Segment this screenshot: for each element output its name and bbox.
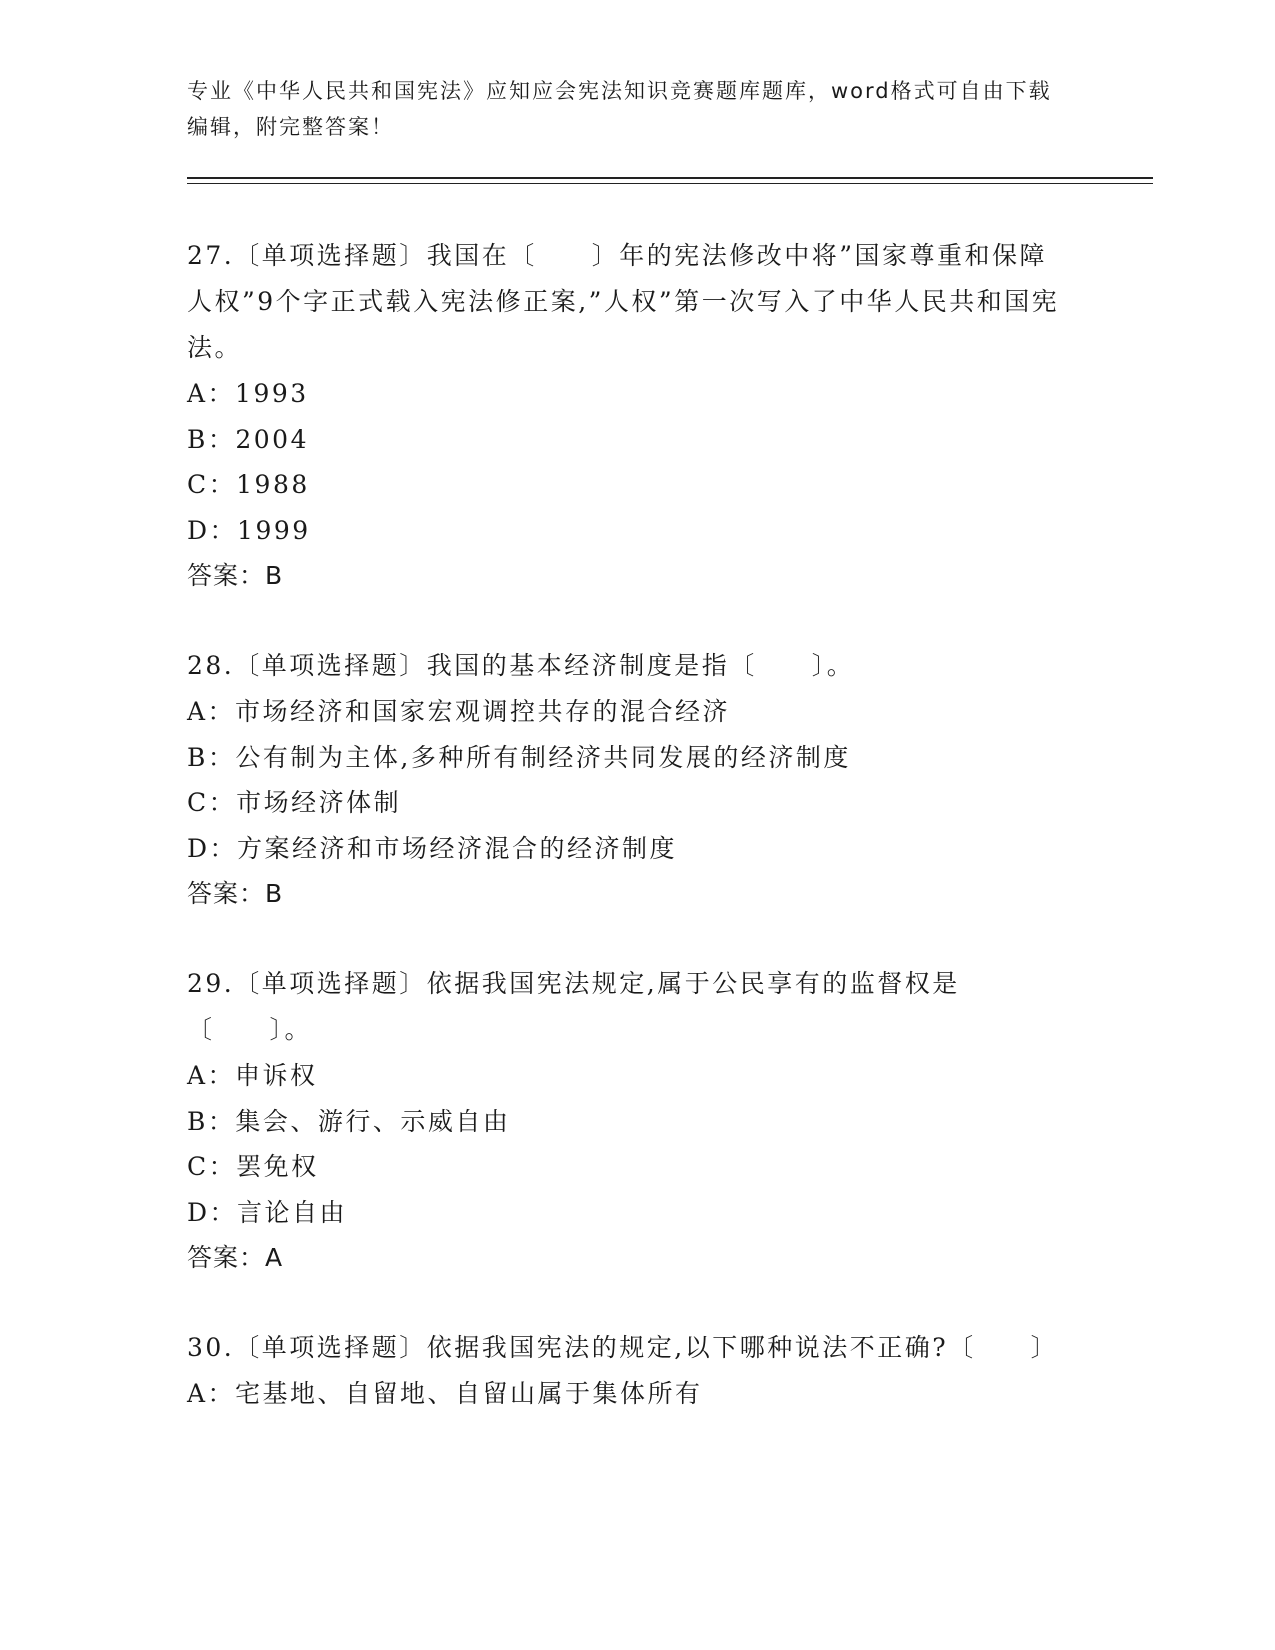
question-29 [187,961,1087,1281]
option-a: A：市场经济和国家宏观调控共存的混合经济 [187,697,731,726]
question-stem: 29.〔单项选择题〕依据我国宪法规定,属于公民享有的监督权是〔 〕。 [187,969,960,1044]
answer: 答案：A [187,1243,284,1272]
answer: 答案：B [187,561,284,590]
answer: 答案：B [187,879,284,908]
document-header: 专业《中华人民共和国宪法》应知应会宪法知识竞赛题库题库，word格式可自由下载编辑，附完整答案！ [187,79,1052,139]
option-b: B：2004 [187,424,309,454]
option-c: C：市场经济体制 [187,788,402,817]
question-30 [187,1325,1087,1417]
question-stem: 28.〔单项选择题〕我国的基本经济制度是指〔 〕。 [187,651,855,680]
question-list [187,233,1087,1417]
header-divider-thin [187,183,1153,184]
option-d: D：言论自由 [187,1197,348,1227]
option-b: B：集会、游行、示威自由 [187,1106,511,1136]
option-b: B：公有制为主体,多种所有制经济共同发展的经济制度 [187,742,851,772]
option-c: C：罢免权 [187,1152,319,1181]
option-a: A：1993 [187,379,309,408]
question-27 [187,233,1087,599]
option-d: D：方案经济和市场经济混合的经济制度 [187,833,678,863]
question-stem: 27.〔单项选择题〕我国在〔 〕年的宪法修改中将”国家尊重和保障人权”9个字正式载入宪法修正案,”人权”第一次写入了中华人民共和国宪法。 [187,241,1060,362]
option-d: D：1999 [187,515,311,545]
option-a: A：宅基地、自留地、自留山属于集体所有 [187,1379,703,1408]
header-divider [187,177,1153,179]
question-28 [187,643,1087,917]
option-a: A：申诉权 [187,1061,318,1090]
question-stem: 30.〔单项选择题〕依据我国宪法的规定,以下哪种说法不正确?〔 〕 [187,1333,1059,1362]
option-c: C：1988 [187,470,310,499]
